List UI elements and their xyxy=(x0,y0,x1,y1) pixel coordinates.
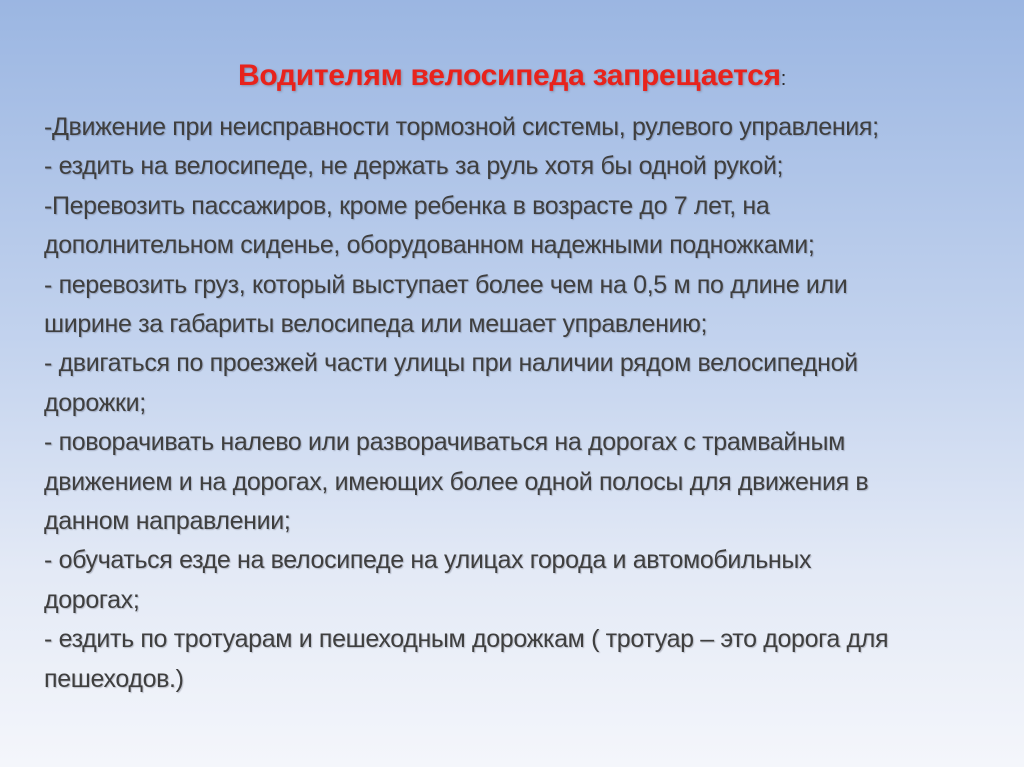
slide-title-colon: : xyxy=(780,68,786,90)
rule-line: пешеходов.) xyxy=(44,664,184,693)
rule-line: -Движение при неисправности тормозной системы, рулевого управления; xyxy=(44,113,879,141)
rule-line: дорогах; xyxy=(44,585,140,614)
rule-line: ширине за габариты велосипеда или мешает управлению; xyxy=(44,310,708,339)
rule-line: -Перевозить пассажиров, кроме ребенка в возрасте до 7 лет, на xyxy=(44,191,770,220)
rule-line: - обучаться езде на велосипеде на улицах города и автомобильных xyxy=(44,546,812,575)
rule-line: - ездить на велосипеде, не держать за руль хотя бы одной рукой; xyxy=(44,152,784,181)
rule-line: - перевозить груз, который выступает более чем на 0,5 м по длине или xyxy=(44,270,848,299)
slide-title xyxy=(0,56,1024,99)
rules-list xyxy=(44,108,984,699)
rule-line: - двигаться по проезжей части улицы при наличии рядом велосипедной xyxy=(44,349,858,378)
rule-line: дополнительном сиденье, оборудованном надежными подножками; xyxy=(44,231,815,260)
rule-line: данном направлении; xyxy=(44,507,291,536)
rule-line: - поворачивать налево или разворачиваться на дорогах с трамвайным xyxy=(44,428,845,457)
slide-title-text: Водителям велосипеда запрещается xyxy=(238,59,781,92)
rule-line: дорожки; xyxy=(44,388,146,417)
rule-line: движением и на дорогах, имеющих более одной полосы для движения в xyxy=(44,467,869,496)
rule-line: - ездить по тротуарам и пешеходным дорожкам ( тротуар – это дорога для xyxy=(44,625,889,654)
